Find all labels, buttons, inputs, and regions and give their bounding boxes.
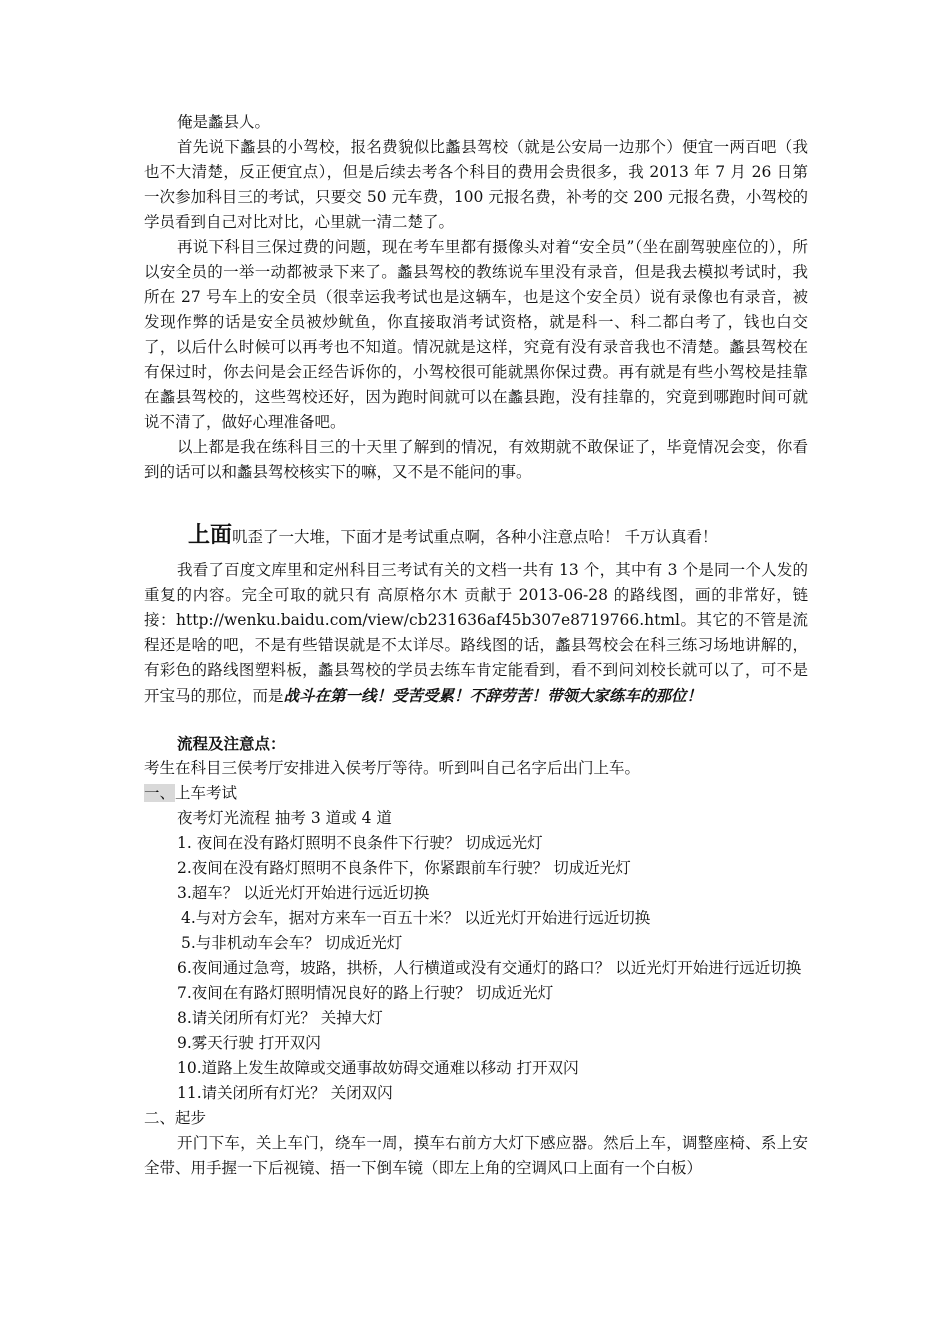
section-1-title [144, 781, 808, 806]
list-item-3: 3.超车？ 以近光灯开始进行远近切换 [177, 884, 430, 902]
list-item-1: 1. 夜间在没有路灯照明不良条件下行驶？ 切成远光灯 [177, 834, 543, 852]
section-2-text: 开门下车，关上车门，绕车一周，摸车右前方大灯下感应器。然后上车，调整座椅、系上安全带、用手握一下后视镜、捂一下倒车镜（即左上角的空调风口上面有一个白板） [144, 1134, 808, 1177]
paragraph-body-5-text: 我看了百度文库里和定州科目三考试有关的文档一共有 13 个，其中有 3 个是同一个人发的重复的内容。完全可取的就只有 高原格尔木 贡献于 2013-06-28 的路线图，画的非常好，链接：http://wenku.baidu.com/view/cb231636af45b307e8719766.html。其它的不管是流程还是啥的吧，不是有些错误就是不太详尽。路线图的话，蠡县驾校会在科三练习场地讲解的，有彩色的路线图塑料板，蠡县驾校的学员去练车肯定能看到，看不到问刘校长就可以了，可不是开宝马的那位，而是 [144, 561, 808, 705]
list-item-5: 5.与非机动车会车？ 切成近光灯 [181, 934, 403, 952]
process-title: 流程及注意点： [177, 734, 286, 753]
paragraph-body-5 [144, 558, 808, 709]
night-light-subtitle: 夜考灯光流程 抽考 3 道或 4 道 [177, 809, 392, 827]
list-item-2: 2.夜间在没有路灯照明不良条件下，你紧跟前车行驶？ 切成近光灯 [177, 859, 631, 877]
list-item-7: 7.夜间在有路灯照明情况良好的路上行驶？ 切成近光灯 [177, 984, 554, 1002]
paragraph-intro-2: 首先说下蠡县的小驾校，报名费貌似比蠡县驾校（就是公安局一边那个）便宜一两百吧（我也不大清楚，反正便宜点），但是后续去考各个科目的费用会贵很多，我 2013 年 7 月 26 日第一次参加科目三的考试，只要交 50 元车费，100 元报名费，补考的交 200 元报名费，小驾校的学员看到自己对比对比，心里就一清二楚了。 [144, 138, 808, 231]
document-body [144, 110, 808, 1181]
list-item-9: 9.雾天行驶 打开双闪 [177, 1034, 321, 1052]
paragraph-intro-3: 再说下科目三保过费的问题，现在考车里都有摄像头对着“安全员”（坐在副驾驶座位的），所以安全员的一举一动都被录下来了。蠡县驾校的教练说车里没有录音，但是我去模拟考试时，我所在 27 号车上的安全员（很幸运我考试也是这辆车，也是这个安全员）说有录像也有录音，被发现作弊的话是安全员被炒鱿鱼，你直接取消考试资格，就是科一、科二都白考了，钱也白交了，以后什么时候可以再考也不知道。情况就是这样，究竟有没有录音我也不清楚。蠡县驾校在有保过时，你去问是会正经告诉你的，小驾校很可能就黑你保过费。再有就是有些小驾校是挂靠在蠡县驾校的，这些驾校还好，因为跑时间就可以在蠡县跑，没有挂靠的，究竟到哪跑时间可就说不清了，做好心理准备吧。 [144, 238, 808, 431]
section-2-title: 二、起步 [144, 1109, 207, 1127]
section-heading [144, 518, 808, 554]
list-item-11: 11.请关闭所有灯光？ 关闭双闪 [177, 1084, 393, 1102]
list-item-8: 8.请关闭所有灯光？ 关掉大灯 [177, 1009, 383, 1027]
process-intro: 考生在科目三侯考厅安排进入侯考厅等待。听到叫自己名字后出门上车。 [144, 759, 641, 777]
heading-emphasis: 上面 [188, 522, 233, 548]
list-item-4: 4.与对方会车，据对方来车一百五十米？ 以近光灯开始进行远近切换 [181, 909, 651, 927]
heading-text: 叽歪了一大堆，下面才是考试重点啊，各种小注意点哈！ 千万认真看！ [232, 528, 718, 546]
list-item-10: 10.道路上发生故障或交通事故妨碍交通难以移动 打开双闪 [177, 1059, 579, 1077]
paragraph-intro-1: 俺是蠡县人。 [177, 113, 271, 131]
section-1-label: 上车考试 [175, 784, 238, 802]
list-item-6: 6.夜间通过急弯，坡路，拱桥，人行横道或没有交通灯的路口？ 以近光灯开始进行远近切换 [177, 959, 802, 977]
paragraph-intro-4: 以上都是我在练科目三的十天里了解到的情况，有效期就不敢保证了，毕竟情况会变，你看到的话可以和蠡县驾校核实下的嘛，又不是不能问的事。 [144, 438, 808, 481]
section-1-number: 一、 [144, 784, 176, 802]
paragraph-body-5-emphasis: 战斗在第一线！受苦受累！不辞劳苦！带领大家练车的那位！ [283, 686, 703, 705]
